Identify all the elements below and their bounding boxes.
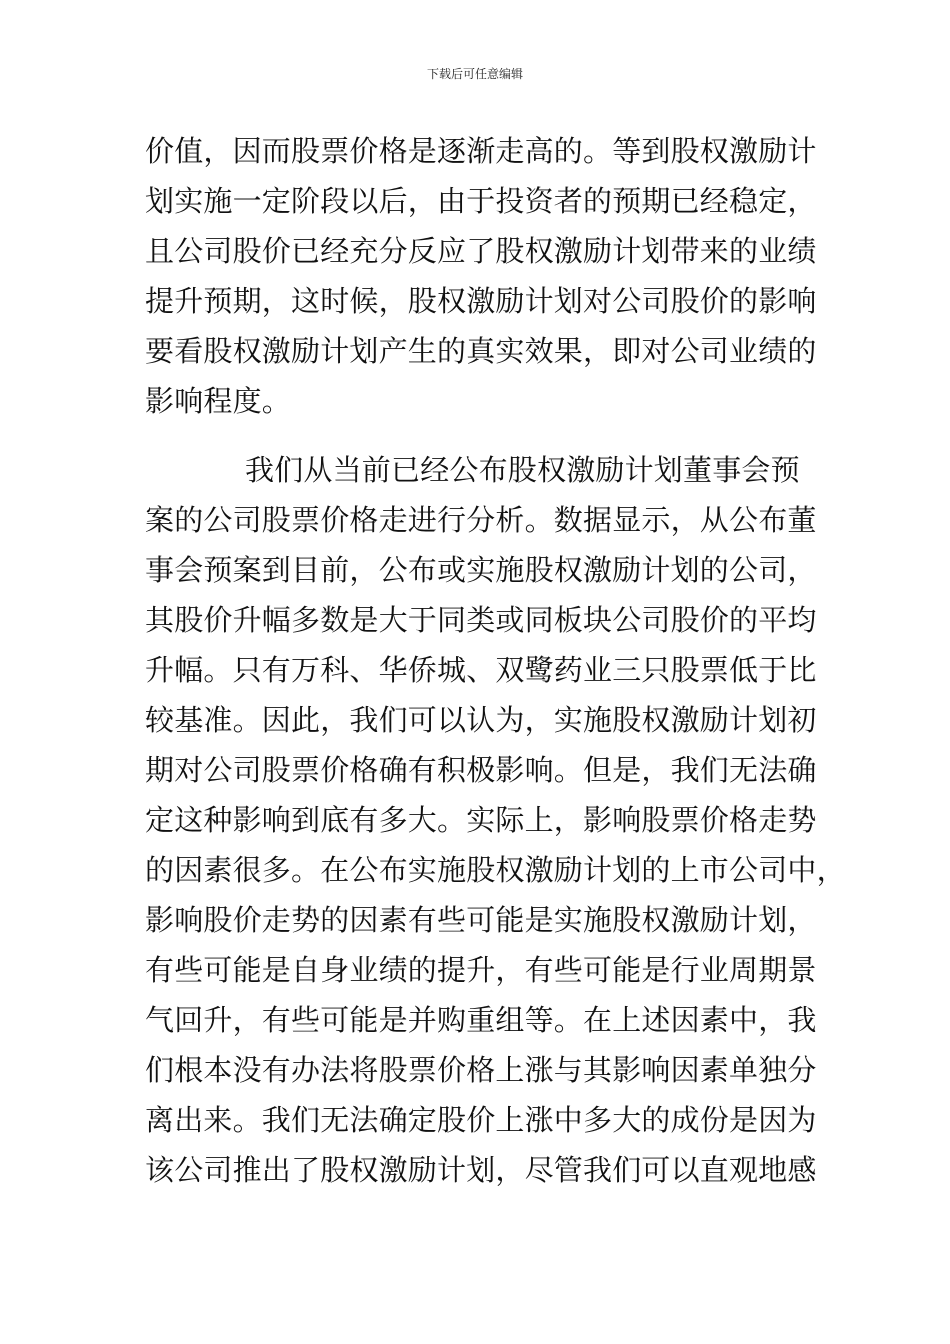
paragraph-line: 有些可能是自身业绩的提升，有些可能是行业周期景: [145, 953, 817, 987]
paragraph-line: 要看股权激励计划产生的真实效果，即对公司业绩的: [145, 334, 817, 368]
page-header: 下载后可任意编辑: [426, 67, 523, 81]
paragraph-line: 们根本没有办法将股票价格上涨与其影响因素单独分: [145, 1053, 817, 1087]
paragraph-line: 离出来。我们无法确定股价上涨中多大的成份是因为: [145, 1103, 817, 1137]
paragraph-line: 其股价升幅多数是大于同类或同板块公司股价的平均: [145, 603, 817, 637]
paragraph-line: 升幅。只有万科、华侨城、双鹭药业三只股票低于比: [145, 653, 817, 687]
paragraph-line-indented: 我们从当前已经公布股权激励计划董事会预: [245, 453, 800, 487]
paragraph-line: 且公司股价已经充分反应了股权激励计划带来的业绩: [145, 234, 817, 268]
paragraph-1: [145, 126, 817, 426]
paragraph-line: 期对公司股票价格确有积极影响。但是，我们无法确: [145, 753, 817, 787]
paragraph-line: 气回升，有些可能是并购重组等。在上述因素中，我: [145, 1003, 817, 1037]
paragraph-line: 价值，因而股票价格是逐渐走高的。等到股权激励计: [145, 134, 817, 168]
paragraph-line: 的因素很多。在公布实施股权激励计划的上市公司中，: [145, 853, 846, 887]
paragraph-line: 案的公司股票价格走进行分析。数据显示，从公布董: [145, 503, 817, 537]
paragraph-line: 划实施一定阶段以后，由于投资者的预期已经稳定，: [145, 184, 817, 218]
paragraph-line: 影响程度。: [145, 384, 292, 418]
paragraph-line: 该公司推出了股权激励计划，尽管我们可以直观地感: [145, 1153, 817, 1187]
paragraph-2: [145, 445, 846, 1195]
paragraph-line: 定这种影响到底有多大。实际上，影响股票价格走势: [145, 803, 817, 837]
paragraph-line: 影响股价走势的因素有些可能是实施股权激励计划，: [145, 903, 817, 937]
paragraph-line: 较基准。因此，我们可以认为，实施股权激励计划初: [145, 703, 817, 737]
paragraph-line: 事会预案到目前，公布或实施股权激励计划的公司，: [145, 553, 817, 587]
paragraph-line: 提升预期，这时候，股权激励计划对公司股价的影响: [145, 284, 817, 318]
